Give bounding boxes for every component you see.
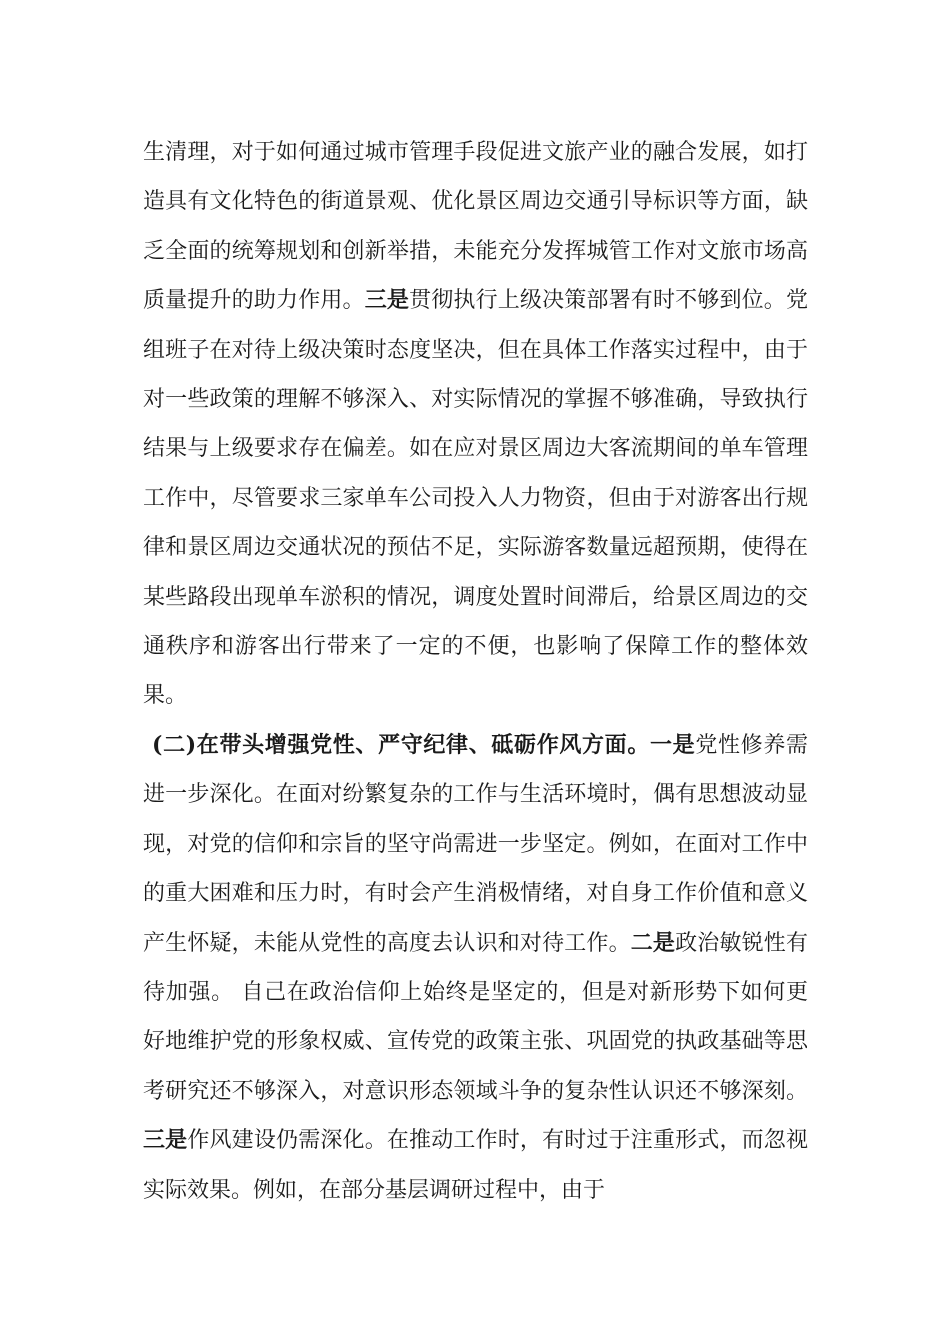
paragraph-section-two bbox=[143, 721, 808, 1215]
document-body bbox=[143, 128, 808, 1215]
text-run-bold: 三是 bbox=[364, 287, 410, 314]
text-run: 党性修养需进一步深化。在面对纷繁复杂的工作与生活环境时，偶有思想波动显现，对党的信仰和宗旨的坚守尚需进一步坚定。例如，在面对工作中的重大困难和压力时，有时会产生消极情绪，对自身工作价值和意义产生怀疑，未能从党性的高度去认识和对待工作。 bbox=[143, 732, 808, 956]
text-run: 政治敏锐性有待加强。 自己在政治信仰上始终是坚定的，但是对新形势下如何更好地维护党的形象权威、宣传党的政策主张、巩固党的执政基础等思考研究还不够深入，对意识形态领域斗争的复杂性认识还不够深刻。 bbox=[143, 930, 808, 1104]
text-run-bold: 一是 bbox=[650, 731, 696, 758]
text-run-bold: 二是 bbox=[630, 929, 676, 956]
text-run: 贯彻执行上级决策部署有时不够到位。党组班子在对待上级决策时态度坚决，但在具体工作落实过程中，由于对一些政策的理解不够深入、对实际情况的掌握不够准确，导致执行结果与上级要求存在偏差。如在应对景区周边大客流期间的单车管理工作中，尽管要求三家单车公司投入人力物资，但由于对游客出行规律和景区周边交通状况的预估不足，实际游客数量远超预期，使得在某些路段出现单车淤积的情况，调度处置时间滞后，给景区周边的交通秩序和游客出行带来了一定的不便，也影响了保障工作的整体效果。 bbox=[143, 288, 808, 709]
section-heading: (二)在带头增强党性、严守纪律、砥砺作风方面。 bbox=[152, 731, 651, 758]
paragraph-continued bbox=[143, 128, 808, 721]
text-run-bold: 三是 bbox=[143, 1127, 188, 1154]
text-run: 作风建设仍需深化。在推动工作时，有时过于注重形式，而忽视实际效果。例如，在部分基层调研过程中，由于 bbox=[143, 1128, 808, 1203]
text-run: 生清理，对于如何通过城市管理手段促进文旅产业的融合发展，如打造具有文化特色的街道景观、优化景区周边交通引导标识等方面，缺乏全面的统筹规划和创新举措，未能充分发挥城管工作对文旅市场高质量提升的助力作用。 bbox=[143, 140, 808, 314]
